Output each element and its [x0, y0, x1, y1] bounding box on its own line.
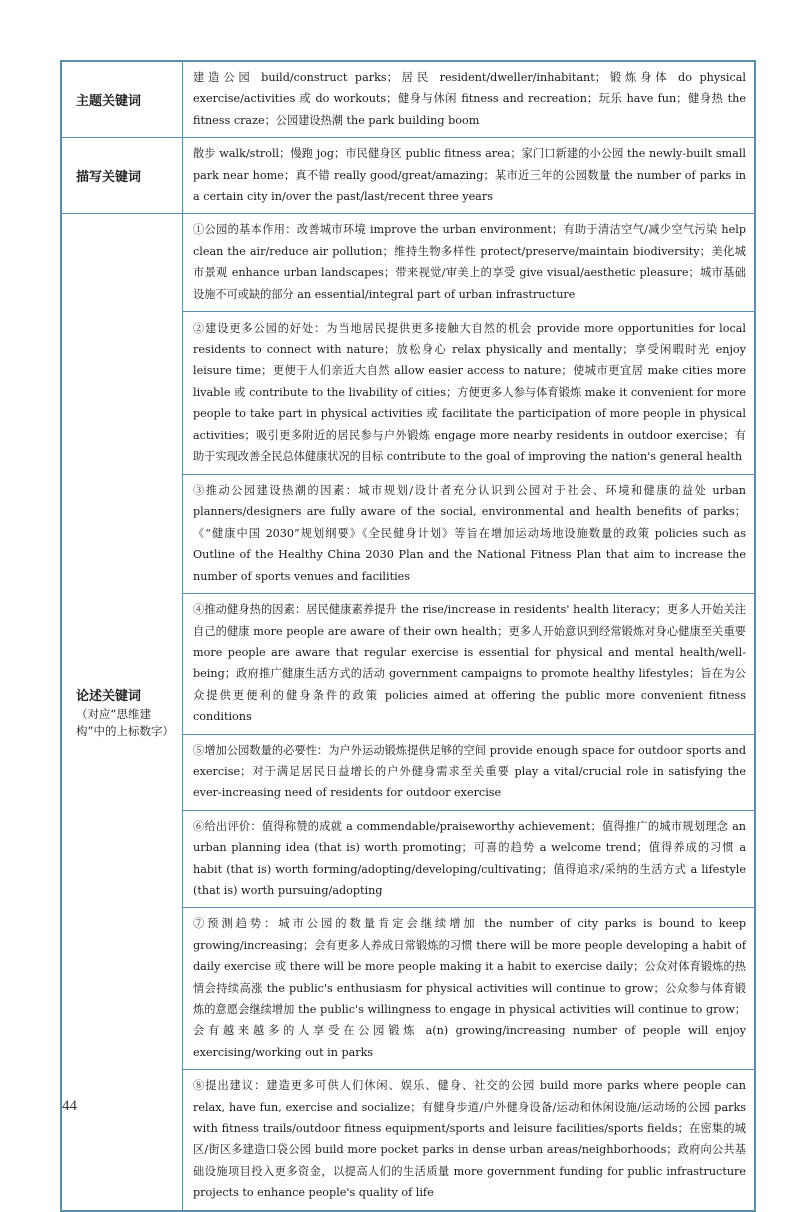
page-number: 44: [62, 1098, 77, 1114]
argument-item: [183, 734, 755, 810]
label-argument-text: 论述关键词: [76, 688, 142, 704]
argument-item-text: ③推动公园建设热潮的因素：城市规划/设计者充分认识到公园对于社会、环境和健康的益处 urban planners/designers are fully aware of the social, environmental and health benefits of parks；《“健康中国 2030”规划纲要》《全民健身计划》等旨在增加运动场地设施数量的政策 policies such as Outline of the Healthy China 2030 Plan and the National Fitness Plan that aim to increase the number of sports venues and facilities: [193, 484, 746, 583]
argument-item: [183, 594, 755, 734]
label-theme: [62, 62, 183, 138]
label-description-text: 描写关键词: [76, 170, 142, 186]
content-theme: [183, 62, 755, 138]
argument-item: [183, 312, 755, 475]
label-description: [62, 138, 183, 214]
label-theme-text: 主题关键词: [76, 94, 142, 110]
argument-item: [183, 908, 755, 1070]
content-description: [183, 138, 755, 214]
keyword-table-grid: [61, 61, 755, 1211]
argument-item-text: ⑥给出评价：值得称赞的成就 a commendable/praiseworthy achievement；值得推广的城市规划理念 an urban planning idea (that is) worth promoting；可喜的趋势 a welcome trend；值得养成的习惯 a habit (that is) worth forming/adopting/developing/cultivating；值得追求/采纳的生活方式 a lifestyle (that is) worth pursuing/adopting: [193, 819, 746, 897]
argument-item: [183, 214, 755, 312]
argument-item: [183, 810, 755, 908]
argument-item: [183, 475, 755, 594]
row-description: [62, 138, 755, 214]
theme-keywords: 建造公园 build/construct parks；居民 resident/dweller/inhabitant；锻炼身体 do physical exercise/activities 或 do workouts；健身与休闲 fitness and recreation；玩乐 have fun；健身热 the fitness craze；公园建设热潮 the park building boom: [193, 71, 746, 127]
argument-item-text: ⑤增加公园数量的必要性：为户外运动锻炼提供足够的空间 provide enough space for outdoor sports and exercise；对于满足居民日益增长的户外健身需求至关重要 play a vital/crucial role in satisfying the ever-increasing need of residents for outdoor exercise: [193, 743, 746, 800]
row-argument-1: [62, 214, 755, 312]
label-argument: [62, 214, 183, 1210]
argument-item: [183, 1070, 755, 1210]
label-argument-note: （对应“思维建构”中的上标数字）: [76, 706, 174, 738]
keyword-table: [60, 60, 756, 1212]
argument-item-text: ④推动健身热的因素：居民健康素养提升 the rise/increase in residents' health literacy；更多人开始关注自己的健康 more people are aware of their own health；更多人开始意识到经常锻炼对身心健康至关重要 more people are aware that regular exercise is essential for physical and mental health/well-being；政府推广健康生活方式的活动 government campaigns to promote healthy lifestyles；旨在为公众提供更便利的健身条件的政策 policies aimed at offering the public more convenient fitness conditions: [193, 603, 746, 724]
argument-item-text: ②建设更多公园的好处：为当地居民提供更多接触大自然的机会 provide more opportunities for local residents to connect with nature；放松身心 relax physically and mentally；享受闲暇时光 enjoy leisure time；更便于人们亲近大自然 allow easier access to nature；使城市更宜居 make cities more livable 或 contribute to the livability of cities；方便更多人参与体育锻炼 make it convenient for more people to take part in physical activities 或 facilitate the participation of more people in physical activities；吸引更多附近的居民参与户外锻炼 engage more nearby residents in outdoor exercise；有助于实现改善全民总体健康状况的目标 contribute to the goal of improving the nation's general health: [193, 321, 746, 464]
argument-item-text: ⑧提出建议：建造更多可供人们休闲、娱乐、健身、社交的公园 build more parks where people can relax, have fun, exercise and socialize；有健身步道/户外健身设备/运动和休闲设施/运动场的公园 parks with fitness trails/outdoor fitness equipment/sports and leisure facilities/sports fields；在密集的城区/街区多建造口袋公园 build more pocket parks in dense urban areas/neighborhoods；政府向公共基础设施项目投入更多资金，以提高人们的生活质量 more government funding for public infrastructure projects to enhance people's quality of life: [193, 1079, 746, 1200]
argument-item-text: ①公园的基本作用：改善城市环境 improve the urban environment；有助于清洁空气/减少空气污染 help clean the air/reduce air pollution；维持生物多样性 protect/preserve/maintain biodiversity；美化城市景观 enhance urban landscapes；带来视觉/审美上的享受 give visual/aesthetic pleasure；城市基础设施不可或缺的部分 an essential/integral part of urban infrastructure: [193, 223, 746, 301]
argument-item-text: ⑦预测趋势：城市公园的数量肯定会继续增加 the number of city parks is bound to keep growing/increasing；会有更多人养成日常锻炼的习惯 there will be more people developing a habit of daily exercise 或 there will be more people making it a habit to exercise daily；公众对体育锻炼的热情会持续高涨 the public's enthusiasm for physical activities will continue to grow；公众参与体育锻炼的意愿会继续增加 the public's willingness to engage in physical activities will continue to grow；会有越来越多的人享受在公园锻炼 a(n) growing/increasing number of people will enjoy exercising/working out in parks: [193, 917, 746, 1059]
row-theme: [62, 62, 755, 138]
description-keywords: 散步 walk/stroll；慢跑 jog；市民健身区 public fitness area；家门口新建的小公园 the newly-built small park near home；真不错 really good/great/amazing；某市近三年的公园数量 the number of parks in a certain city in/over the past/last/recent three years: [193, 147, 746, 204]
